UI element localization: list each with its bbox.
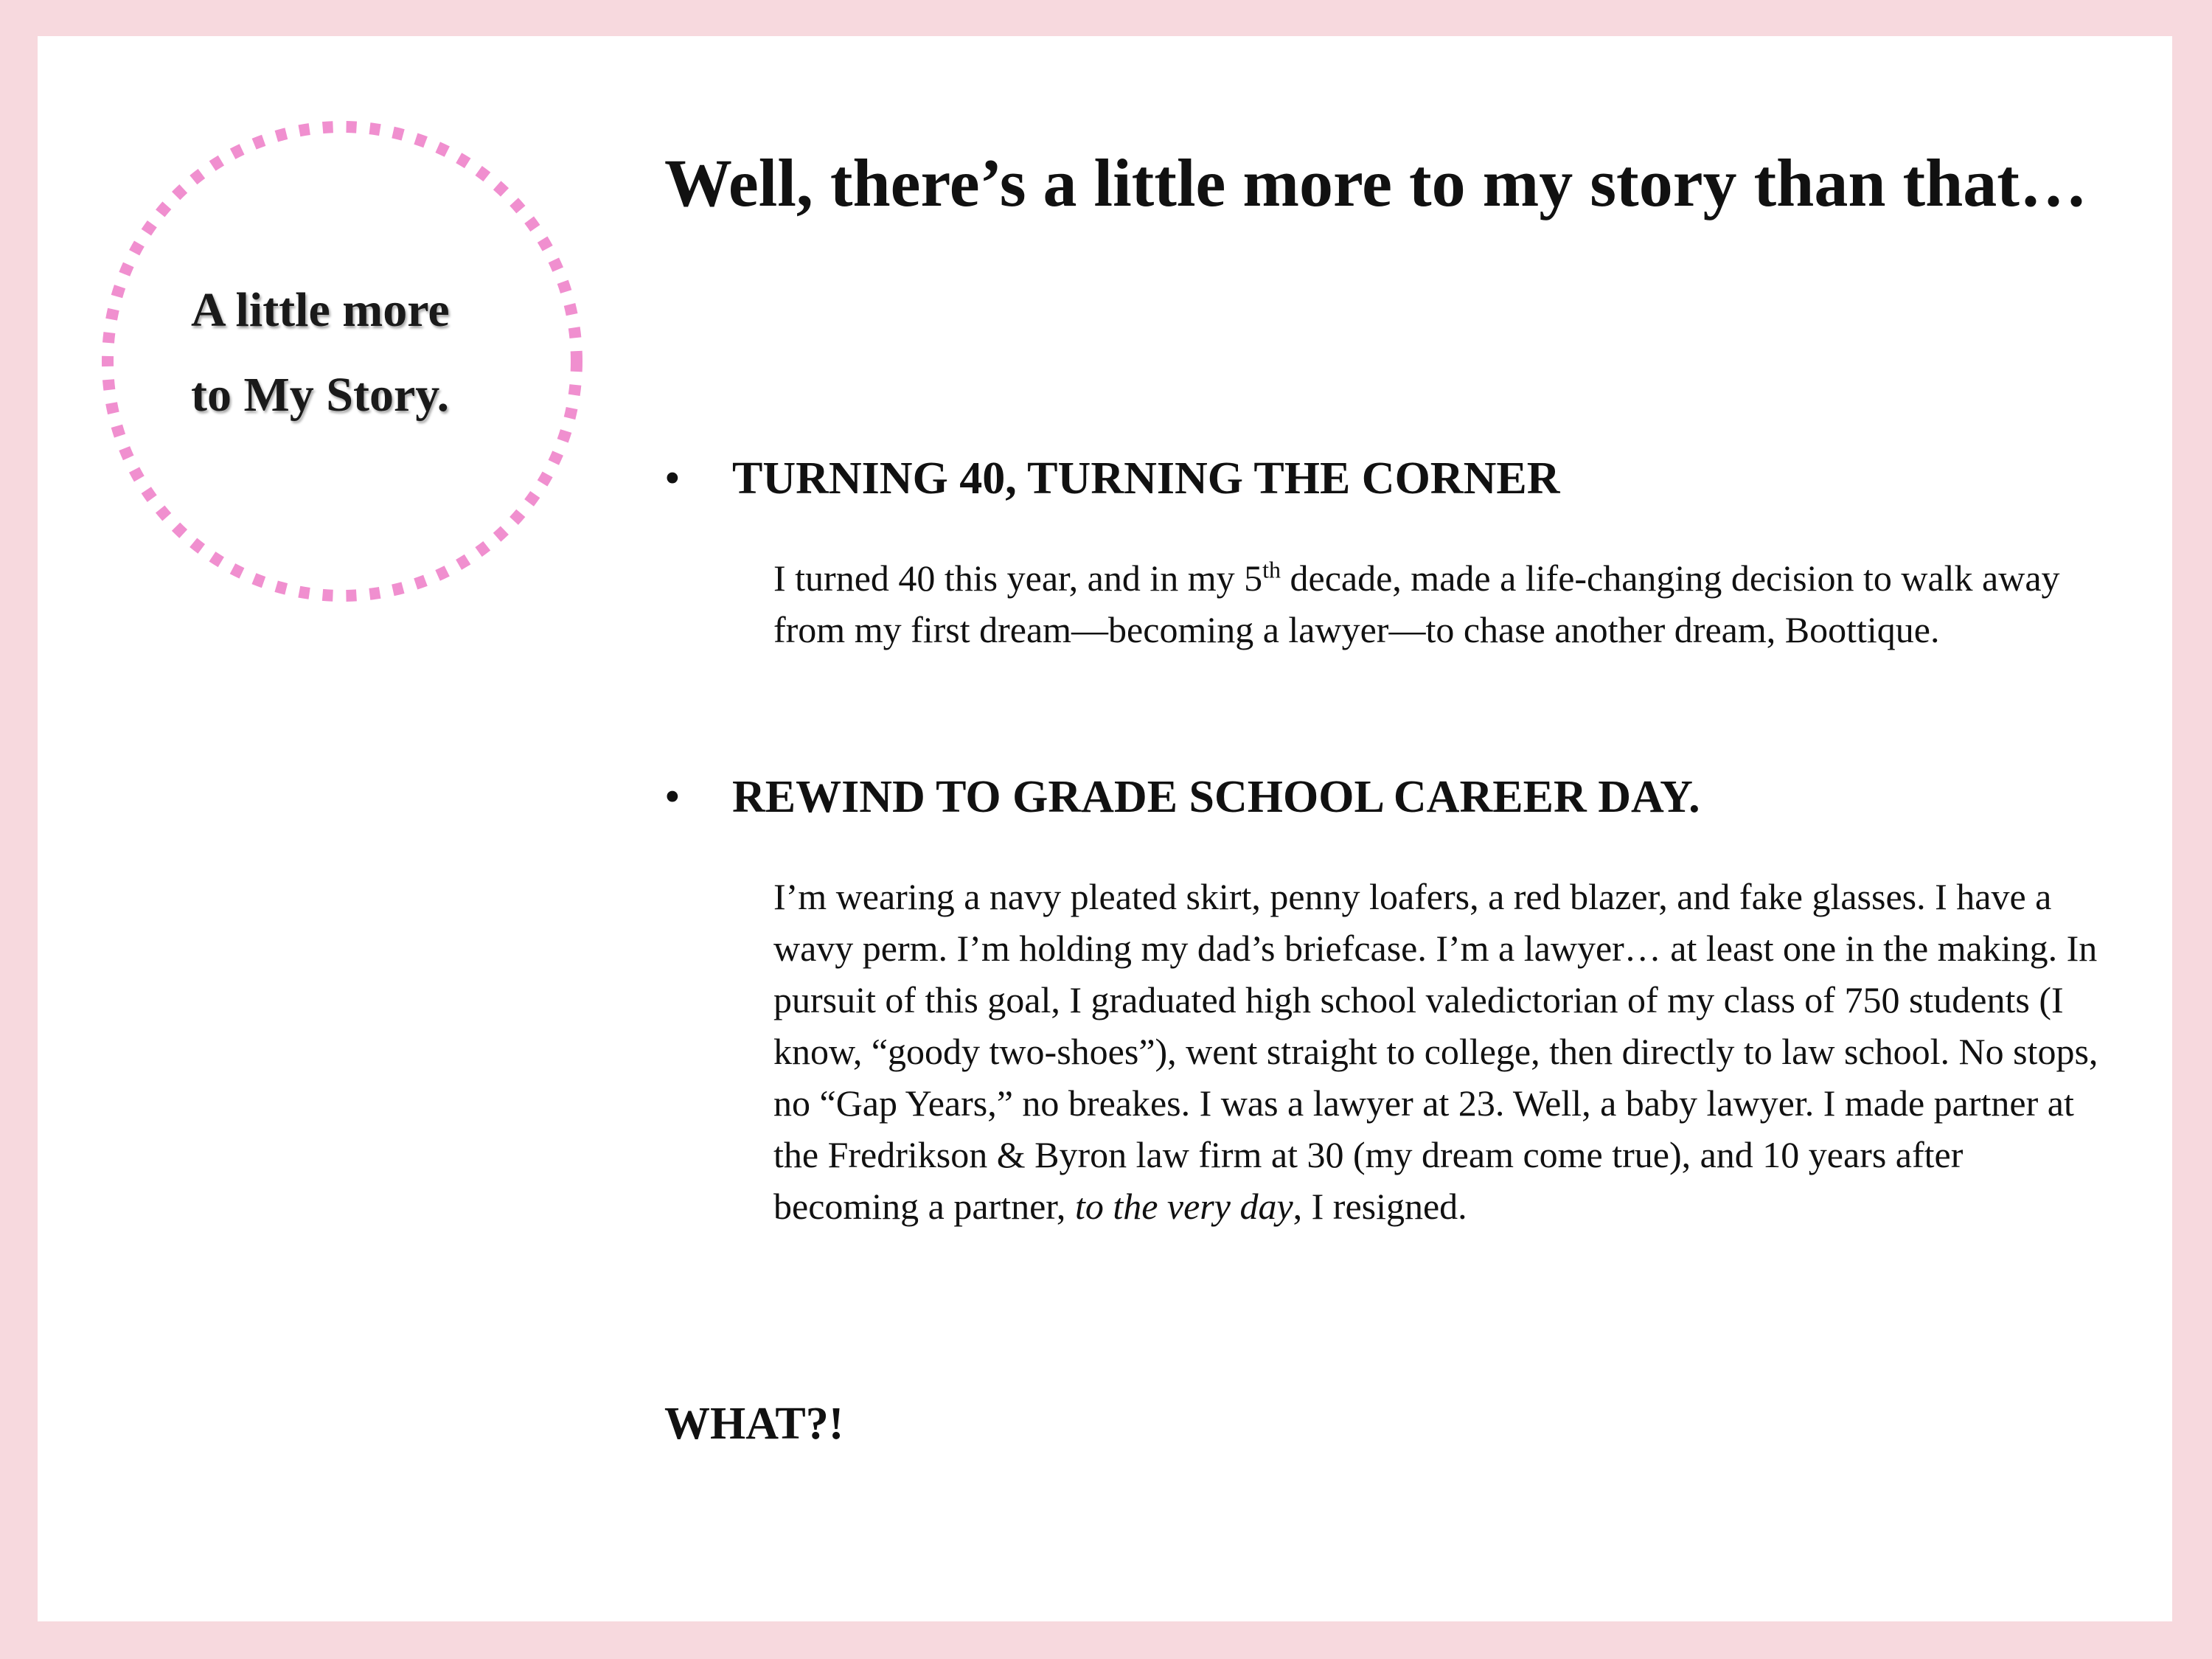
closing-exclamation: WHAT?! xyxy=(664,1399,844,1449)
body-text: I turned 40 this year, and in my 5 xyxy=(773,557,1263,599)
story-badge xyxy=(101,120,583,602)
section-heading xyxy=(664,771,2110,824)
section-body xyxy=(664,552,2101,655)
badge-line-1: A little more xyxy=(191,283,450,337)
body-text: I’m wearing a navy pleated skirt, penny loafers, a red blazer, and fake glasses. I have a wavy perm. I’m holding my dad’s briefcase. I’m a lawyer… at least one in the making. In pursuit of this goal, I graduated high school valedictorian of my class of 750 students (I know, “goody two-shoes”), went straight to college, then directly to law school. No stops, no “Gap Years,” no breakes. I was a lawyer at 23. Well, a baby lawyer. I made partner at the Fredrikson & Byron law firm at 30 (my dream come true), and 10 years after becoming a partner, xyxy=(773,876,2098,1227)
italic-phrase: to the very day xyxy=(1074,1186,1293,1227)
section-heading xyxy=(664,452,2110,505)
body-text-end: , I resigned. xyxy=(1293,1186,1467,1227)
bullet: • xyxy=(664,772,681,822)
section-career-day xyxy=(664,771,2110,1232)
slide xyxy=(38,36,2172,1621)
section-heading-text: REWIND TO GRADE SCHOOL CAREER DAY. xyxy=(732,772,1700,822)
badge-line-2: to My Story. xyxy=(191,368,450,422)
bullet: • xyxy=(664,453,681,504)
superscript: th xyxy=(1262,556,1281,583)
body-text-continued: decade, made a life-changing decision to walk away from my first dream—becoming a lawyer—to chase another dream, Boottique. xyxy=(773,557,2060,650)
page-title: Well, there’s a little more to my story than that… xyxy=(664,145,2087,220)
section-turning-40 xyxy=(664,452,2110,655)
section-body xyxy=(664,871,2101,1232)
section-heading-text: TURNING 40, TURNING THE CORNER xyxy=(732,453,1560,504)
badge-label xyxy=(191,268,560,437)
